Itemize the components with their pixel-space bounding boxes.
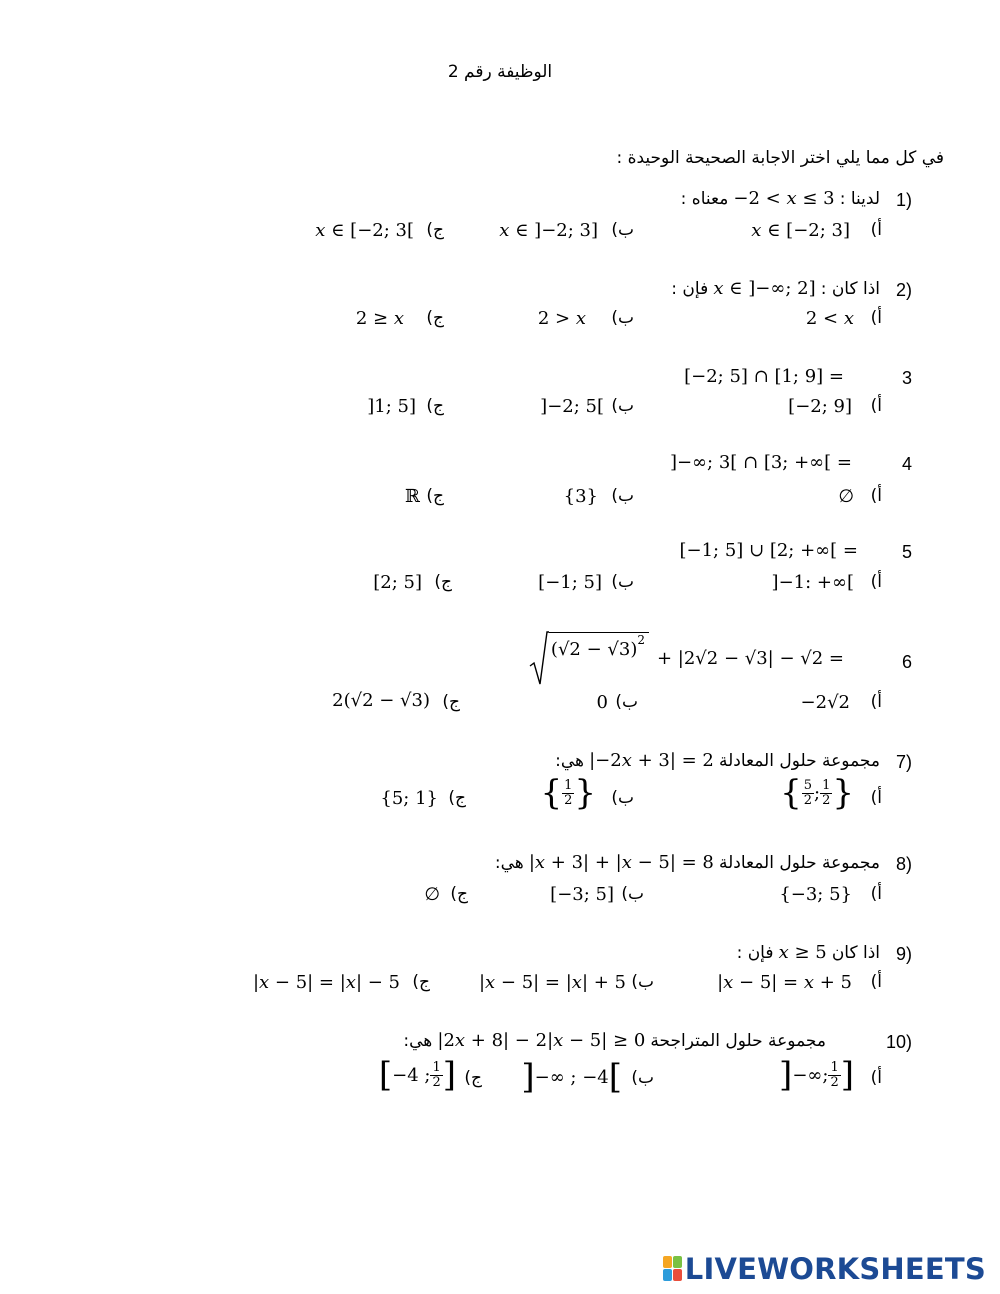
page-title: الوظيفة رقم 2: [447, 62, 553, 82]
bracket-close: ]: [840, 1055, 854, 1095]
question-stem-6: (√2 − √3) 2 + |2√2 − √3| − √2 =: [529, 630, 844, 686]
option-marker-b-8: ب): [621, 884, 644, 904]
option-marker-a-1: أ): [870, 220, 882, 240]
brace-open: {: [780, 773, 802, 813]
option-marker-b-1: ب): [611, 220, 634, 240]
instruction-text: في كل مما يلي اختر الاجابة الصحيحة الوحيدة :: [616, 148, 944, 168]
option-marker-c-3: ج): [426, 396, 444, 416]
option-marker-a-8: أ): [870, 884, 882, 904]
option-marker-b-9: ب): [631, 972, 654, 992]
option-marker-c-9: ج): [412, 972, 430, 992]
question-stem-10: مجموعة حلول المتراجحة |2𝑥 + 8| − 2|𝑥 − 5| ≥ 0 هي:: [403, 1030, 826, 1051]
option-marker-b-4: ب): [611, 486, 634, 506]
option-marker-b-7: ب): [611, 788, 634, 808]
option-a-7[interactable]: { $\frac{5}{2}$ ; $\frac{1}{2}$ }: [780, 773, 854, 813]
option-marker-a-3: أ): [870, 396, 882, 416]
fraction: $\frac{1}{2}$: [830, 1059, 839, 1090]
question-number-4: 4: [901, 454, 912, 474]
option-marker-c-2: ج): [426, 308, 444, 328]
option-b-3[interactable]: ]−2; 5[: [540, 396, 604, 417]
question-number-8: 8): [895, 854, 912, 874]
option-b-5[interactable]: [−1; 5]: [538, 572, 602, 593]
question-stem-1: لدينا : −2 < 𝑥 ≤ 3 معناه :: [680, 188, 880, 209]
brace-open: {: [540, 773, 563, 813]
question-stem-8: مجموعة حلول المعادلة |𝑥 + 3| + |𝑥 − 5| = 8 هي:: [494, 852, 880, 873]
option-a-5[interactable]: ]−1: +∞[: [771, 572, 854, 593]
option-c-6[interactable]: 2(√2 − √3): [332, 690, 430, 711]
bracket-close: ]: [442, 1055, 456, 1095]
option-b-8[interactable]: [−3; 5]: [550, 884, 614, 905]
fraction: $\frac{1}{2}$: [822, 777, 831, 808]
option-a-3[interactable]: [−2; 9]: [788, 396, 852, 417]
option-marker-b-2: ب): [611, 308, 634, 328]
option-marker-b-3: ب): [611, 396, 634, 416]
option-b-1[interactable]: 𝑥 ∈ ]−2; 3]: [499, 220, 598, 241]
liveworksheets-logo: [663, 1252, 986, 1286]
option-b-7[interactable]: [540, 773, 596, 813]
question-stem-4: ]−∞; 3[ ∩ [3; +∞[ =: [669, 452, 852, 473]
option-marker-c-1: ج): [426, 220, 444, 240]
brace-close: }: [574, 773, 596, 813]
fraction: $\frac{1}{2}$: [432, 1059, 441, 1090]
option-marker-c-8: ج): [450, 884, 468, 904]
option-marker-a-6: أ): [870, 692, 882, 712]
option-c-3[interactable]: ]1; 5]: [367, 396, 416, 417]
option-c-8[interactable]: ∅: [424, 884, 440, 905]
option-b-4[interactable]: {3}: [563, 486, 598, 507]
option-marker-c-5: ج): [434, 572, 452, 592]
option-marker-b-5: ب): [611, 572, 634, 592]
option-c-10[interactable]: [ −4 ; $\frac{1}{2}$ ]: [378, 1055, 456, 1095]
bracket-close: [: [608, 1057, 622, 1097]
brace-close: }: [832, 773, 854, 813]
radical-sign: [529, 630, 549, 686]
option-a-1[interactable]: 𝑥 ∈ [−2; 3]: [751, 220, 850, 241]
option-a-9[interactable]: |𝑥 − 5| = 𝑥 + 5: [717, 972, 852, 993]
option-marker-c-4: ج): [426, 486, 444, 506]
logo-icon: [663, 1256, 683, 1282]
option-a-10[interactable]: ] −∞; $\frac{1}{2}$ ]: [779, 1055, 854, 1095]
option-c-4[interactable]: ℝ: [405, 486, 420, 507]
option-marker-a-9: أ): [870, 972, 882, 992]
option-b-10[interactable]: ] −∞ ; −4 [: [521, 1057, 622, 1097]
option-a-8[interactable]: {−3; 5}: [779, 884, 852, 905]
fraction: $\frac{1}{2}$: [564, 777, 573, 808]
question-stem-3: [−2; 5] ∩ [1; 9] =: [684, 366, 844, 387]
radicand: (√2 − √3) 2: [549, 632, 649, 660]
question-stem-7: مجموعة حلول المعادلة |−2𝑥 + 3| = 2 هي:: [555, 750, 880, 771]
question-number-10: 10): [885, 1032, 912, 1052]
question-number-3: 3: [901, 368, 912, 388]
option-a-6[interactable]: −2√2: [800, 692, 850, 713]
question-number-6: 6: [901, 652, 912, 672]
option-b-9[interactable]: |𝑥 − 5| = |𝑥| + 5: [478, 972, 626, 993]
question-stem-9: اذا كان 𝑥 ≥ 5 فإن :: [736, 942, 880, 963]
option-marker-c-7: ج): [448, 788, 466, 808]
option-marker-a-10: أ): [870, 1068, 882, 1088]
option-marker-b-6: ب): [615, 692, 638, 712]
bracket-open: ]: [779, 1055, 793, 1095]
question-number-1: 1): [895, 190, 912, 210]
option-b-2[interactable]: 2 > 𝑥: [537, 308, 586, 329]
option-a-2[interactable]: 2 < 𝑥: [805, 308, 854, 329]
option-a-4[interactable]: ∅: [838, 486, 854, 507]
question-stem-2: اذا كان : 𝑥 ∈ ]−∞; 2] فإن :: [671, 278, 880, 299]
option-marker-a-5: أ): [870, 572, 882, 592]
option-marker-c-10: ج): [464, 1068, 482, 1088]
option-c-2[interactable]: 2 ≥ 𝑥: [355, 308, 404, 329]
bracket-open: [: [378, 1055, 393, 1095]
question-number-5: 5: [901, 542, 912, 562]
option-c-9[interactable]: |𝑥 − 5| = |𝑥| − 5: [252, 972, 400, 993]
option-c-5[interactable]: [2; 5]: [373, 572, 422, 593]
logo-text: LIVEWORKSHEETS: [684, 1252, 986, 1286]
option-b-6[interactable]: 0: [596, 692, 608, 713]
bracket-open: ]: [521, 1057, 535, 1097]
question-stem-5: [−1; 5] ∪ [2; +∞[ =: [679, 540, 858, 561]
question-number-9: 9): [895, 944, 912, 964]
option-marker-a-4: أ): [870, 486, 882, 506]
option-marker-c-6: ج): [442, 692, 460, 712]
option-c-7[interactable]: {5; 1}: [380, 788, 438, 809]
option-marker-b-10: ب): [631, 1068, 654, 1088]
question-number-7: 7): [895, 752, 912, 772]
question-number-2: 2): [895, 280, 912, 300]
fraction: $\frac{5}{2}$: [803, 777, 812, 808]
option-c-1[interactable]: 𝑥 ∈ [−2; 3[: [315, 220, 414, 241]
option-marker-a-2: أ): [870, 308, 882, 328]
option-marker-a-7: أ): [870, 788, 882, 808]
